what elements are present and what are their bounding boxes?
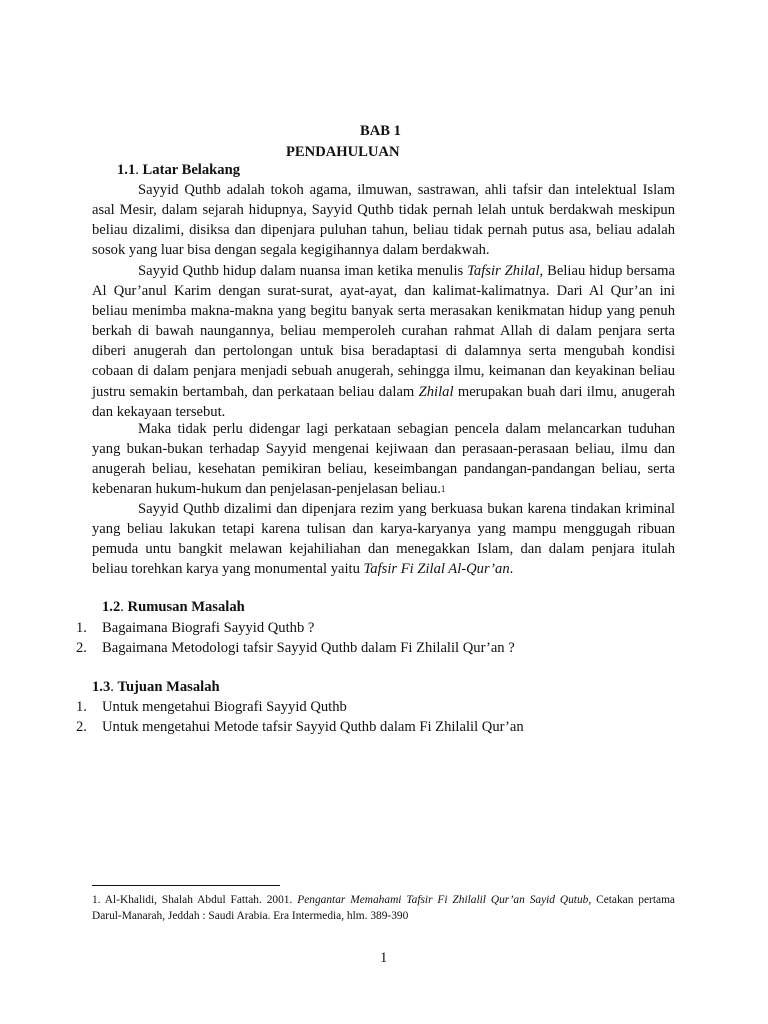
footnote [92, 892, 675, 924]
section-title: Latar Belakang [142, 162, 240, 178]
footnote-text-end: Cetakan pertama Darul-Manarah, Jeddah : Saudi Arabia. Era Intermedia, hlm. 389-390 [92, 894, 675, 922]
section-number: 1.1 [117, 162, 136, 178]
paragraph-2 [92, 261, 675, 422]
paragraph-2-text: Sayyid Quthb hidup dalam nuansa iman ketika menulis [138, 263, 468, 279]
section-heading-latar-belakang [117, 160, 240, 180]
section-title: Tujuan Masalah [117, 679, 220, 695]
section-separator: . [120, 599, 128, 615]
chapter-label: BAB 1 [360, 123, 401, 139]
section-separator: . [110, 679, 118, 695]
section-heading-tujuan-masalah [92, 677, 220, 697]
section-title: Rumusan Masalah [127, 599, 245, 615]
section-separator: . [135, 162, 143, 178]
paragraph-3-text: Maka tidak perlu didengar lagi perkataan sebagian pencela dalam melancarkan tuduhan yang bukan-bukan terhadap Sayyid mengenai kejiwaan dan perasaan-perasaan beliau, ilmu dan anugerah beliau, kesehatan pemikiran beliau, keseimbangan pandangan-pandangan beliau, serta kebenaran hukum-hukum dan penjelasan-penjelasan beliau. [92, 421, 675, 498]
list-number: 1. [76, 620, 87, 636]
paragraph-4 [92, 499, 675, 579]
paragraph-1: Sayyid Quthb adalah tokoh agama, ilmuwan, sastrawan, ahli tafsir dan intelektual Islam asal Mesir, dalam sejarah hidupnya, Sayyid Quthb tidak pernah lelah untuk berdakwah meskipun beliau dizalimi, disiksa dan dipenjara puluhan tahun, beliau tidak pernah putus asa, beliau adalah sosok yang luar bisa dengan segala kegigihannya dalam berdakwah. [92, 182, 675, 259]
paragraph-4-text: Sayyid Quthb dizalimi dan dipenjara rezim yang berkuasa bukan karena tindakan kriminal yang beliau lakukan tetapi karena tulisan dan karya-karyanya yang mampu menggugah ribuan pemuda untu bangkit melawan kejahiliahan dan menegakkan Islam, dan dalam penjara itulah beliau torehkan karya yang monumental yaitu [92, 501, 675, 578]
list-text: Bagaimana Biografi Sayyid Quthb ? [102, 620, 315, 636]
list-number: 2. [76, 640, 87, 656]
list-number: 1. [76, 699, 87, 715]
paragraph-4-text-end: . [509, 561, 514, 578]
list-text: Untuk mengetahui Biografi Sayyid Quthb [102, 699, 347, 715]
footnote-divider [92, 885, 280, 886]
paragraph-2-text-middle: Beliau hidup bersama Al Qur’anul Karim dengan surat-surat, ayat-ayat, dan kalimat-kalimatnya. Dari Al Qur’an ini beliau menimba makna-makna yang begitu banyak serta merasakan kenikmatan hidup yang penuh berkah di bawah naungannya, beliau memperoleh curahan rahmat Allah di dalam penjara serta diberi anugerah dan pertolongan untuk bisa beradaptasi di dalamnya serta mengubah kondisi cobaan di dalam penjara menjadi sebuah anugerah, sehingga ilmu, keimanan dan keyakinan beliau justru semakin bertambah, dan perkataan beliau dalam [92, 263, 676, 400]
paragraph-2-italic-zhilal: Zhilal [418, 383, 454, 400]
page-number: 1 [380, 950, 388, 966]
footnote-text: 1. Al-Khalidi, Shalah Abdul Fattah. 2001. [92, 894, 298, 906]
list-text: Untuk mengetahui Metode tafsir Sayyid Quthb dalam Fi Zhilalil Qur’an [102, 719, 524, 735]
chapter-title: PENDAHULUAN [286, 144, 400, 160]
list-text: Bagaimana Metodologi tafsir Sayyid Quthb dalam Fi Zhilalil Qur’an ? [102, 640, 515, 656]
list-number: 2. [76, 719, 87, 735]
footnote-title: Pengantar Memahami Tafsir Fi Zhilalil Qur’an Sayid Qutub, [297, 894, 592, 906]
section-heading-rumusan-masalah [102, 597, 245, 617]
paragraph-2-italic: Tafsir Zhilal, [467, 263, 544, 279]
section-number: 1.3 [92, 679, 111, 695]
paragraph-4-italic: Tafsir Fi Zilal Al-Qur’an [363, 561, 510, 578]
section-number: 1.2 [102, 599, 121, 615]
paragraph-2-text-end: merupakan buah dari ilmu, anugerah dan kekayaan tersebut. [92, 383, 675, 420]
paragraph-3 [92, 419, 675, 499]
footnote-reference: 1 [440, 484, 446, 495]
